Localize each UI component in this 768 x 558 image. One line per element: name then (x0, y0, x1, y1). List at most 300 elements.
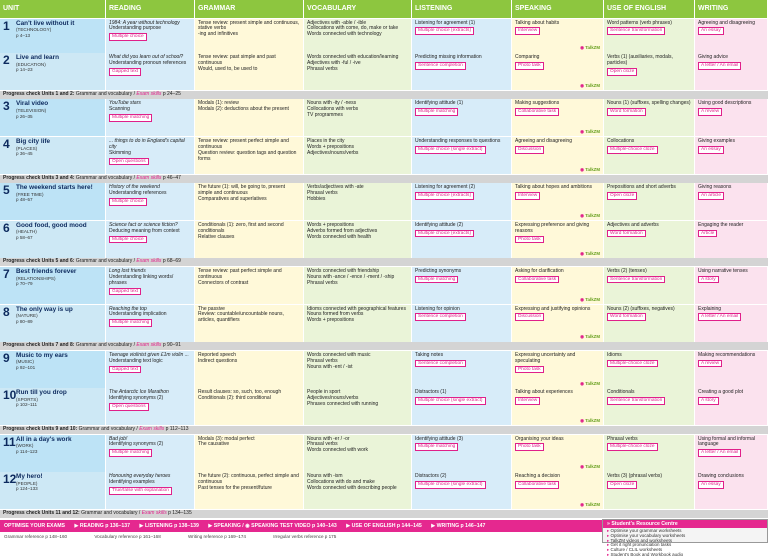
listening-line: Listening for agreement (2) (415, 184, 476, 191)
band-use-of-english[interactable]: ▶ USE OF ENGLISH p 144–145 (346, 523, 422, 529)
listening-line: Identifying attitude (1) (415, 100, 464, 107)
unit-cell[interactable] (0, 388, 106, 425)
speaking-line: Comparing (515, 54, 540, 61)
writing-line: Giving reasons (698, 184, 732, 191)
resource-item[interactable]: ▸ Optimise your vocabulary worksheets (607, 534, 763, 539)
cell-reading (106, 99, 195, 136)
listening-task-box[interactable]: Multiple matching (415, 276, 458, 284)
reading-task-box[interactable]: Gapped text (109, 68, 141, 76)
reading-task-box[interactable]: Multiple choice (109, 198, 147, 206)
cell-speaking (512, 472, 604, 509)
cell-grammar (195, 183, 304, 220)
writing-line: Agreeing and disagreeing (698, 19, 755, 26)
talkzm-label: TalkZM (585, 464, 600, 470)
cell-vocab (304, 53, 412, 90)
talkzm-video-icon[interactable]: ◉ TalkZM (580, 166, 600, 172)
vocab-line: Nouns formed from verbs (307, 311, 364, 318)
cell-speaking (512, 267, 604, 304)
resource-item[interactable]: ▸ Get it right pronunciation tasks (607, 543, 763, 548)
speaking-task-box[interactable]: Collaborative task (515, 108, 559, 116)
talkzm-label: TalkZM (585, 166, 600, 172)
progress-check-row[interactable]: Progress check Units 1 and 2: Grammar and vocabulary / Exam skills p 24–25 (0, 91, 768, 99)
exam-skills-label: Exam skills (141, 509, 167, 516)
speaking-task-box[interactable]: Collaborative task (515, 481, 559, 489)
exam-skills-label: Exam skills (136, 342, 162, 349)
listening-task-box[interactable]: Multiple choice (extracts) (415, 192, 474, 200)
talkzm-label: TalkZM (585, 296, 600, 302)
column-header: SPEAKING (512, 0, 604, 18)
optimise-band (0, 520, 602, 532)
talkzm-video-icon[interactable]: ◉ TalkZM (580, 501, 600, 507)
resource-item[interactable]: ▸ Culture / CLIL worksheets (607, 548, 763, 553)
talkzm-video-icon[interactable]: ◉ TalkZM (580, 380, 600, 386)
listening-task-box[interactable]: Sentence completion (415, 62, 466, 70)
use-task-box[interactable]: Open cloze (607, 192, 637, 200)
reading-task-box[interactable]: Multiple choice (109, 236, 147, 244)
speaking-line: Reaching a decision (515, 473, 561, 480)
cell-vocab (304, 19, 412, 53)
reading-line: Understanding pronoun references (109, 60, 187, 67)
column-header: GRAMMAR (195, 0, 304, 18)
grammar-line: Tense review: past perfect simple and continuous (198, 267, 282, 280)
reading-line: Deducing meaning from context (109, 227, 180, 234)
cell-grammar (195, 221, 304, 258)
talkzm-label: TalkZM (585, 83, 600, 88)
listening-line: Distractors (2) (415, 473, 447, 480)
resource-title-text: Student's Resource Centre (611, 521, 678, 527)
writing-task-box[interactable]: An essay (698, 146, 724, 154)
talkzm-label: TalkZM (585, 129, 600, 135)
speaking-line: Expressing uncertainty and speculating (515, 351, 576, 364)
grammar-line: Reported speech (198, 351, 237, 358)
cell-grammar (195, 53, 304, 90)
listening-task-box[interactable]: Sentence completion (415, 360, 466, 368)
speaking-task-box[interactable]: Collaborative task (515, 276, 559, 284)
listening-line: Listening for opinion (415, 305, 460, 312)
progress-check-text: Grammar and vocabulary (75, 90, 133, 97)
talkzm-video-icon[interactable]: ◉ TalkZM (580, 212, 600, 218)
grammar-line: Comparatives and superlatives (198, 195, 267, 202)
use-line: Verbs (1) (auxiliaries, modals, particles) (607, 54, 673, 67)
speaking-line: Organising your ideas (515, 435, 564, 442)
use-task-box[interactable]: Multiple-choice cloze (607, 360, 658, 368)
writing-task-box[interactable]: A letter / An email (698, 313, 741, 321)
unit-number: 11 (3, 434, 16, 449)
cell-grammar (195, 137, 304, 174)
cell-listening (412, 388, 512, 425)
progress-check-row[interactable]: Progress check Units 3 and 4: Grammar and vocabulary / Exam skills p 46–47 (0, 175, 768, 183)
cell-writing (695, 351, 768, 388)
cell-speaking (512, 137, 604, 174)
unit-cell[interactable] (0, 137, 106, 174)
exam-skills-label: Exam skills (136, 174, 162, 181)
cell-vocab (304, 305, 412, 342)
writing-task-box[interactable]: An article (698, 192, 724, 200)
cell-writing (695, 99, 768, 136)
cell-use (604, 137, 695, 174)
progress-check-label: Progress check Units 3 and 4: (3, 174, 75, 181)
writing-line: Drawing conclusions (698, 473, 744, 480)
unit-number: 8 (3, 304, 10, 319)
reading-line: The Antarctic Ice Marathon (109, 389, 169, 396)
vocab-line: Words connected with friendship (307, 267, 380, 274)
column-header: WRITING (695, 0, 768, 18)
speaking-task-box[interactable]: Discussion (515, 313, 544, 321)
unit-topic: (WORK) (16, 443, 34, 449)
talkzm-video-icon[interactable]: ◉ TalkZM (580, 464, 600, 470)
writing-task-box[interactable]: A story (698, 397, 719, 405)
progress-check-label: Progress check Units 5 and 6: (3, 258, 75, 265)
grammar-line: Conditionals (1): zero, first and second conditionals (198, 221, 284, 234)
cell-speaking (512, 351, 604, 388)
reading-line: What did you learn out of school? (109, 54, 184, 61)
grammar-line: Tense review: present simple and continuous, stative verbs (198, 19, 300, 32)
reading-task-box[interactable]: Multiple matching (109, 449, 152, 457)
unit-title: Can't live without it (16, 19, 75, 27)
cell-vocab (304, 99, 412, 136)
reading-line: Honouring everyday heroes (109, 473, 171, 480)
reading-task-box[interactable]: Gapped text (109, 288, 141, 296)
use-line: Verbs (3) (phrasal verbs) (607, 473, 663, 480)
cell-reading (106, 435, 195, 472)
use-task-box[interactable]: Sentence transformation (607, 397, 665, 405)
unit-cell[interactable] (0, 183, 106, 220)
reading-task-box[interactable]: Multiple matching (109, 319, 152, 327)
writing-task-box[interactable]: Article (698, 230, 717, 238)
grammar-line: Modals (2): deductions about the present (198, 106, 289, 113)
progress-check-row[interactable]: Progress check Units 5 and 6: Grammar and vocabulary / Exam skills p 68–69 (0, 258, 768, 266)
unit-cell[interactable] (0, 221, 106, 258)
exam-skills-label: Exam skills (136, 258, 162, 265)
vocab-line: Adjectives with -ful / -ive (307, 60, 361, 67)
vocab-line: Nouns with -er / -or (307, 435, 350, 442)
reading-task-box[interactable]: True/false with explanation (109, 487, 172, 495)
reading-task-box[interactable]: Gapped text (109, 366, 141, 374)
unit-topic: (TELEVISION) (16, 108, 47, 114)
cell-writing (695, 388, 768, 425)
talkzm-video-icon[interactable]: ◉ TalkZM (580, 45, 600, 51)
unit-pages: p 92–101 (16, 364, 36, 370)
unit-pages: p 14–23 (16, 67, 33, 73)
cell-reading (106, 472, 195, 509)
vocab-line: Words connected with health (307, 233, 372, 240)
progress-check-text: Grammar and vocabulary (81, 509, 138, 516)
cell-use (604, 221, 695, 258)
writing-task-box[interactable]: A letter / An email (698, 449, 741, 457)
use-task-box[interactable]: Open cloze (607, 68, 637, 76)
cell-listening (412, 99, 512, 136)
unit-cell[interactable] (0, 472, 106, 509)
unit-cell[interactable] (0, 305, 106, 342)
cell-use (604, 435, 695, 472)
progress-check-pages: p 24–25 (162, 90, 181, 97)
cell-listening (412, 305, 512, 342)
unit-topic: (EDUCATION) (16, 61, 46, 67)
grammar-line: Tense review: past simple and past continuous (198, 54, 276, 67)
vocab-line: Hobbies (307, 195, 326, 202)
cell-writing (695, 137, 768, 174)
writing-task-box[interactable]: A letter / An email (698, 62, 741, 70)
vocab-line: Collocations with verbs (307, 106, 359, 113)
speaking-line: Expressing and justifying opinions (515, 305, 591, 312)
speaking-task-box[interactable]: Discussion (515, 146, 544, 154)
listening-task-box[interactable]: Multiple choice (single extract) (415, 146, 486, 154)
writing-task-box[interactable]: An essay (698, 481, 724, 489)
progress-check-text: Grammar and vocabulary (75, 258, 133, 265)
speaking-task-box[interactable]: Photo task (515, 236, 544, 244)
listening-line: Understanding responses to questions (415, 137, 501, 144)
use-line: Collocations (607, 137, 635, 144)
reading-line: 1984: A year without technology (109, 19, 180, 26)
listening-task-box[interactable]: Multiple choice (single extract) (415, 481, 486, 489)
unit-title: Best friends forever (16, 267, 77, 275)
resource-item[interactable]: ▸ Optimise your grammar worksheets (607, 529, 763, 534)
talkzm-video-icon[interactable]: ◉ TalkZM (580, 250, 600, 256)
column-header: UNIT (0, 0, 106, 18)
talkzm-video-icon[interactable]: ◉ TalkZM (580, 129, 600, 135)
unit-cell[interactable] (0, 267, 106, 304)
speaking-line: Making suggestions (515, 100, 560, 107)
cell-listening (412, 267, 512, 304)
band-speaking[interactable]: ▶ SPEAKING / ◉ SPEAKING TEST VIDEO p 140–143 (208, 523, 337, 529)
listening-line: Taking notes (415, 351, 444, 358)
listening-task-box[interactable]: Multiple matching (415, 443, 458, 451)
use-task-box[interactable]: Multiple-choice cloze (607, 146, 658, 154)
band-listening[interactable]: ▶ LISTENING p 138–139 (139, 523, 199, 529)
unit-cell[interactable] (0, 53, 106, 90)
vocab-line: Adjectives with -able / -ible (307, 19, 367, 26)
listening-task-box[interactable]: Multiple matching (415, 108, 458, 116)
cell-grammar (195, 19, 304, 53)
speaking-line: Agreeing and disagreeing (515, 137, 572, 144)
resource-item[interactable]: ▸ TalkZM videos and worksheets (607, 539, 763, 544)
grammar-line: The future (2): continuous, perfect simple and continuous (198, 473, 299, 485)
reading-task-box[interactable]: Open questions (109, 158, 149, 166)
cell-grammar (195, 351, 304, 388)
listening-task-box[interactable]: Multiple choice (single extract) (415, 397, 486, 405)
grammar-line: Connectors of contrast (198, 279, 249, 286)
listening-task-box[interactable]: Multiple choice (extracts) (415, 27, 474, 35)
grammar-reference[interactable]: Grammar reference p 148–160 (4, 534, 68, 539)
listening-line: Identifying attitude (3) (415, 435, 464, 442)
grammar-line: Question review: question tags and question forms (198, 149, 297, 162)
vocab-line: Words connected with describing people (307, 484, 397, 491)
cell-listening (412, 435, 512, 472)
listening-line: Identifying attitude (2) (415, 221, 464, 228)
cell-listening (412, 53, 512, 90)
writing-line: Creating a good plot (698, 389, 744, 396)
unit-title: My hero! (16, 473, 43, 481)
progress-check-row[interactable]: Progress check Units 11 and 12: Grammar and vocabulary / Exam skills p 134–135 (0, 510, 768, 518)
band-reading[interactable]: ▶ READING p 136–137 (74, 523, 131, 529)
reading-line: Skimming (109, 149, 131, 156)
reading-task-box[interactable]: Multiple choice (109, 33, 147, 41)
talkzm-video-icon[interactable]: ◉ TalkZM (580, 83, 600, 88)
reading-line: Understanding references (109, 190, 167, 197)
cell-vocab (304, 183, 412, 220)
vocab-line: Phrasal verbs (307, 65, 338, 72)
resource-list (603, 528, 767, 558)
exam-skills-label: Exam skills (139, 425, 165, 432)
talkzm-label: TalkZM (585, 212, 600, 218)
unit-topic: (TECHNOLOGY) (16, 27, 52, 33)
use-line: Phrasal verbs (607, 435, 638, 442)
speaking-task-box[interactable]: Interview (515, 397, 540, 405)
vocab-line: Words connected with technology (307, 31, 382, 38)
speaking-line: Talking about experiences (515, 389, 573, 396)
writing-task-box[interactable]: An essay (698, 27, 724, 35)
grammar-line: Conditionals (2): third conditional (198, 395, 271, 402)
grammar-line: The causative (198, 441, 230, 448)
writing-task-box[interactable]: A review (698, 360, 722, 368)
writing-line: Using formal and informal language (698, 435, 755, 448)
vocab-line: People in sport (307, 389, 341, 396)
use-task-box[interactable]: Word formation (607, 108, 646, 116)
unit-number: 10 (3, 388, 17, 403)
unit-title: The weekend starts here! (16, 184, 93, 192)
use-line: Verbs (2) (tenses) (607, 267, 647, 274)
use-line: Idioms (607, 351, 622, 358)
writing-task-box[interactable]: A review (698, 108, 722, 116)
use-task-box[interactable]: Sentence transformation (607, 276, 665, 284)
cell-writing (695, 305, 768, 342)
progress-check-pages: p 112–113 (165, 425, 189, 432)
resource-item[interactable]: ▸ Student's Book and Workbook audio (607, 553, 763, 558)
cell-use (604, 99, 695, 136)
unit-cell[interactable] (0, 99, 106, 136)
listening-task-box[interactable]: Sentence completion (415, 313, 466, 321)
reading-task-box[interactable]: Multiple matching (109, 114, 152, 122)
cell-writing (695, 472, 768, 509)
unit-cell[interactable] (0, 351, 106, 388)
reading-line: Bad job! (109, 435, 128, 442)
vocab-line: Places in the city (307, 137, 345, 144)
resource-centre-title: » Student's Resource Centre (603, 520, 767, 528)
talkzm-video-icon[interactable]: ◉ TalkZM (580, 418, 600, 424)
reading-line: Reaching the top (109, 305, 147, 312)
cell-speaking (512, 53, 604, 90)
vocab-line: Nouns with -ism (307, 473, 343, 480)
progress-check-pages: p 68–69 (162, 258, 181, 265)
progress-check-label: Progress check Units 7 and 8: (3, 342, 75, 349)
use-task-box[interactable]: Open cloze (607, 481, 637, 489)
unit-pages: p 58–67 (16, 234, 33, 240)
speaking-task-box[interactable]: Photo task (515, 62, 544, 70)
cell-grammar (195, 267, 304, 304)
use-task-box[interactable]: Multiple-choice cloze (607, 443, 658, 451)
progress-check-text: Grammar and vocabulary (78, 425, 136, 432)
cell-use (604, 388, 695, 425)
cell-use (604, 19, 695, 53)
unit-title: All in a day's work (16, 435, 72, 443)
column-header: USE OF ENGLISH (604, 0, 695, 18)
unit-number: 9 (3, 350, 10, 365)
speaking-line: Expressing preference and giving reasons (515, 221, 590, 234)
talkzm-label: TalkZM (585, 334, 600, 340)
talkzm-video-icon[interactable]: ◉ TalkZM (580, 296, 600, 302)
reading-line: Identifying synonyms (2) (109, 441, 164, 448)
unit-pages: p 4–13 (16, 32, 31, 38)
unit-number: 2 (3, 53, 10, 68)
vocab-line: Adjectives/nouns/verbs (307, 395, 359, 402)
speaking-task-box[interactable]: Interview (515, 27, 540, 35)
unit-pages: p 70–79 (16, 281, 33, 287)
progress-check-row[interactable]: Progress check Units 9 and 10: Grammar and vocabulary / Exam skills p 112–113 (0, 426, 768, 434)
listening-task-box[interactable]: Multiple choice (extracts) (415, 230, 474, 238)
vocab-line: Phrasal verbs (307, 279, 338, 286)
progress-check-row[interactable]: Progress check Units 7 and 8: Grammar and vocabulary / Exam skills p 90–91 (0, 342, 768, 350)
use-line: Nouns (1) (suffixes, spelling changes) (607, 100, 691, 107)
speaking-task-box[interactable]: Photo task (515, 366, 544, 374)
progress-check-pages: p 134–135 (168, 509, 192, 516)
talkzm-label: TalkZM (585, 250, 600, 256)
progress-check-pages: p 46–47 (162, 174, 181, 181)
unit-topic: (SPORTS) (16, 397, 38, 403)
unit-number: 3 (3, 99, 10, 114)
cell-reading (106, 19, 195, 53)
reading-line: ... things to do in England's capital city (109, 137, 185, 150)
vocabulary-reference[interactable]: Vocabulary reference p 161–168 (94, 534, 161, 539)
vocab-line: Words connected with work (307, 447, 369, 454)
grammar-line: Review: countable/uncountable nouns, articles, quantifiers (198, 311, 284, 324)
cell-speaking (512, 435, 604, 472)
band-title: OPTIMISE YOUR EXAMS (4, 523, 66, 529)
vocab-line: Collocations with do and make (307, 478, 375, 485)
talkzm-video-icon[interactable]: ◉ TalkZM (580, 334, 600, 340)
progress-check-pages: p 90–91 (162, 342, 181, 349)
unit-title: Music to my ears (16, 351, 68, 359)
reading-task-box[interactable]: Open questions (109, 403, 149, 411)
vocab-line: Words + prepositions (307, 143, 355, 150)
irregular-verbs-reference[interactable]: Irregular verbs reference p 175 (273, 534, 337, 539)
grammar-line: Relative clauses (198, 233, 235, 240)
unit-topic: (PLACES) (16, 145, 38, 151)
cell-listening (412, 137, 512, 174)
vocab-line: Phrasal verbs (307, 190, 338, 197)
cell-listening (412, 351, 512, 388)
cell-vocab (304, 137, 412, 174)
writing-task-box[interactable]: A story (698, 276, 719, 284)
use-task-box[interactable]: Sentence transformation (607, 27, 665, 35)
cell-grammar (195, 99, 304, 136)
unit-cell[interactable] (0, 19, 106, 53)
speaking-task-box[interactable]: Interview (515, 192, 540, 200)
band-writing[interactable]: ▶ WRITING p 146–147 (431, 523, 486, 529)
cell-reading (106, 53, 195, 90)
cell-vocab (304, 351, 412, 388)
cell-speaking (512, 221, 604, 258)
speaking-line: Talking about hopes and ambitions (515, 184, 592, 191)
cell-vocab (304, 221, 412, 258)
unit-pages: p 80–89 (16, 318, 33, 324)
unit-title: The only way is up (16, 305, 73, 313)
unit-cell[interactable] (0, 435, 106, 472)
reading-line: Understanding purpose (109, 25, 161, 32)
speaking-task-box[interactable]: Photo task (515, 443, 544, 451)
use-task-box[interactable]: Word formation (607, 313, 646, 321)
use-task-box[interactable]: Word formation (607, 230, 646, 238)
column-header: VOCABULARY (304, 0, 412, 18)
writing-line: Explaining (698, 305, 722, 312)
vocab-line: Words + prepositions (307, 317, 355, 324)
writing-reference[interactable]: Writing reference p 169–174 (188, 534, 246, 539)
unit-topic: (PEOPLE) (16, 480, 38, 486)
vocab-line: Adverbs formed from adjectives (307, 227, 378, 234)
use-line: Conditionals (607, 389, 635, 396)
cell-reading (106, 351, 195, 388)
grammar-line: Modals (3): modal perfect (198, 435, 255, 442)
column-header: LISTENING (412, 0, 512, 18)
